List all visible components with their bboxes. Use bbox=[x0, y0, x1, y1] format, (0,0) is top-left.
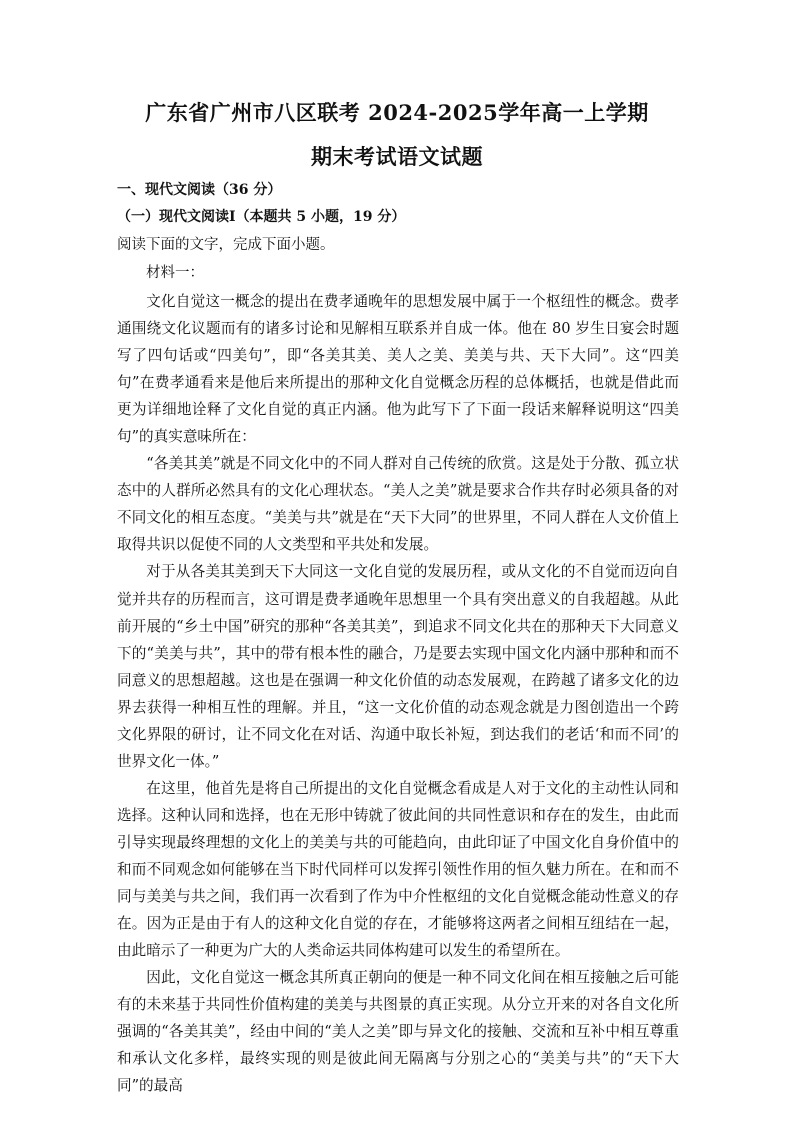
article-paragraph: 因此，文化自觉这一概念其所真正朝向的便是一种不同文化间在相互接触之后可能有的未来基于共同性价值构建的美美与共图景的真正实现。从分立开来的对各自文化所强调的“各美其美”，经由中间的“美人之美”即与异文化的接触、交流和互补中相互尊重和承认文化多样，最终实现的则是彼此间无隔离与分别之心的“美美与共”的“天下大同”的最高 bbox=[117, 969, 679, 1095]
section-heading: 一、现代文阅读（36 分） bbox=[117, 182, 282, 198]
subsection-heading: （一）现代文阅读Ⅰ（本题共 5 小题，19 分） bbox=[117, 209, 406, 225]
document-title-line2: 期末考试语文试题 bbox=[311, 144, 483, 169]
article-paragraph: 在这里，他首先是将自己所提出的文化自觉概念看成是人对于文化的主动性认同和选择。这种认同和选择，也在无形中铸就了彼此间的共同性意识和存在的发生，由此而引导实现最终理想的文化上的美美与共的可能趋向，由此印证了中国文化自身价值中的和而不同观念如何能够在当下时代同样可以发挥引领性作用的恒久魅力所在。在和而不同与美美与共之间，我们再一次看到了作为中介性枢纽的文化自觉概念能动性意义的存在。因为正是由于有人的这种文化自觉的存在，才能够将这两者之间相互纽结在一起，由此暗示了一种更为广大的人类命运共同体构建可以发生的希望所在。 bbox=[117, 779, 679, 960]
material-label: 材料一： bbox=[146, 265, 204, 281]
article-paragraph: 对于从各美其美到天下大同这一文化自觉的发展历程，或从文化的不自觉而迈向自觉并共存的历程而言，这可谓是费孝通晚年思想里一个具有突出意义的自我超越。从此前开展的“乡土中国”研究的那种“各美其美”，到追求不同文化共在的那种天下大同意义下的“美美与共”，其中的带有根本性的融合，乃是要去实现中国文化内涵中那种和而不同意义的思想超越。这也是在强调一种文化价值的动态发展观，在跨越了诸多文化的边界去获得一种相互性的理解。并且，“这一文化价值的动态观念就是力图创造出一个跨文化界限的研讨，让不同文化在对话、沟通中取长补短，到达我们的老话‘和而不同’的世界文化一体。” bbox=[117, 563, 679, 770]
article-paragraph: “各美其美”就是不同文化中的不同人群对自己传统的欣赏。这是处于分散、孤立状态中的人群所必然具有的文化心理状态。“美人之美”就是要求合作共存时必须具备的对不同文化的相互态度。“美美与共”就是在“天下大同”的世界里，不同人群在人文价值上取得共识以促使不同的人文类型和平共处和发展。 bbox=[117, 455, 679, 554]
article-paragraph: 文化自觉这一概念的提出在费孝通晚年的思想发展中属于一个枢纽性的概念。费孝通围绕文化议题而有的诸多讨论和见解相互联系并自成一体。他在 80 岁生日宴会时题写了四句话或“四美句”，即“各美其美、美人之美、美美与共、天下大同”。这“四美句”在费孝通看来是他后来所提出的那种文化自觉概念历程的总体概括，也就是借此而更为详细地诠释了文化自觉的真正内涵。他为此写下了下面一段话来解释说明这“四美句”的真实意味所在： bbox=[117, 293, 679, 446]
instruction-text: 阅读下面的文字，完成下面小题。 bbox=[117, 237, 335, 253]
article-body bbox=[117, 288, 679, 1099]
document-title-line1: 广东省广州市八区联考 2024-2025学年高一上学期 bbox=[145, 100, 649, 125]
